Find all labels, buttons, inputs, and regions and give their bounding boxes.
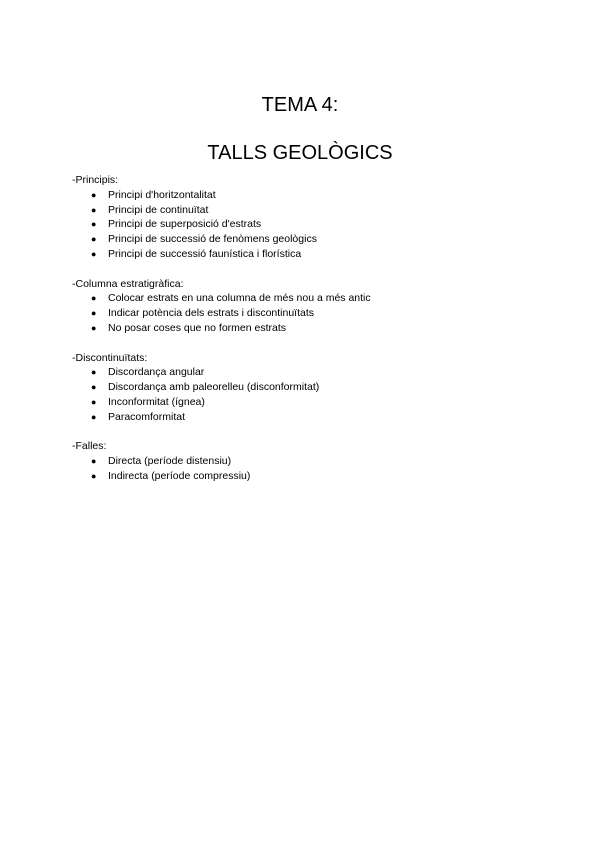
section-heading: -Columna estratigràfica: (72, 277, 184, 290)
list-item (72, 454, 532, 469)
bullet-icon: ● (91, 234, 97, 245)
bullet-icon: ● (91, 219, 97, 230)
bullet-icon: ● (91, 248, 97, 259)
list-item (72, 232, 532, 247)
list-item (72, 395, 532, 410)
bullet-icon: ● (91, 470, 97, 481)
list-item-text: Principi de successió faunística i florística (108, 247, 302, 260)
list-item-text: No posar coses que no formen estrats (108, 321, 287, 334)
section-principis (72, 173, 532, 262)
list-item-text: Principi de continuïtat (108, 203, 209, 216)
list-item-text: Discordança angular (108, 366, 205, 379)
list-item (72, 306, 532, 321)
list-item (72, 217, 532, 232)
bullet-icon: ● (91, 308, 97, 319)
bullet-icon: ● (91, 322, 97, 333)
list-item (72, 188, 532, 203)
list-item-text: Indicar potència dels estrats i discontinuïtats (108, 307, 315, 320)
section-falles (72, 439, 532, 483)
bullet-icon: ● (91, 411, 97, 422)
document-subtitle: TALLS GEOLÒGICS (207, 142, 393, 164)
list-item (72, 203, 532, 218)
bullet-icon: ● (91, 189, 97, 200)
list-item-text: Paracomformitat (108, 410, 186, 423)
list-item-text: Principi de successió de fenòmens geològics (108, 233, 317, 246)
document-title: TEMA 4: (261, 94, 339, 116)
list-item (72, 380, 532, 395)
bullet-icon: ● (91, 382, 97, 393)
bullet-icon: ● (91, 367, 97, 378)
bullet-list (72, 454, 532, 484)
list-item (72, 321, 532, 336)
list-item-text: Inconformitat (ígnea) (108, 395, 205, 408)
list-item-text: Colocar estrats en una columna de més nou a més antic (108, 292, 371, 305)
bullet-list (72, 188, 532, 262)
bullet-icon: ● (91, 204, 97, 215)
section-heading: -Principis: (72, 174, 119, 186)
list-item-text: Indirecta (període compressiu) (108, 469, 251, 482)
list-item-text: Discordança amb paleorelleu (disconformitat) (108, 381, 320, 394)
section-heading: -Falles: (72, 440, 107, 453)
bullet-icon: ● (91, 456, 97, 467)
list-item (72, 247, 532, 262)
section-discontinuitats (72, 351, 532, 425)
bullet-icon: ● (91, 396, 97, 407)
list-item (72, 410, 532, 425)
section-columna-estratigrafica (72, 277, 532, 336)
bullet-icon: ● (91, 293, 97, 304)
list-item-text: Principi d'horitzontalitat (108, 188, 216, 201)
list-item-text: Principi de superposició d'estrats (108, 218, 262, 231)
list-item-text: Directa (període distensiu) (108, 455, 232, 468)
list-item (72, 291, 532, 306)
list-item (72, 365, 532, 380)
bullet-list (72, 291, 532, 335)
document-body (72, 173, 532, 499)
bullet-list (72, 365, 532, 424)
section-heading: -Discontinuïtats: (72, 351, 148, 364)
list-item (72, 469, 532, 484)
